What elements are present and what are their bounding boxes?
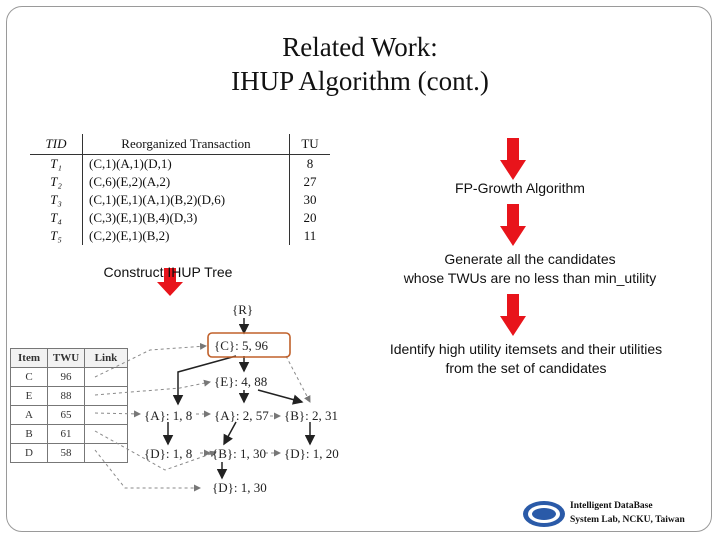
transaction-table	[30, 134, 330, 245]
twu-cell: 61	[48, 425, 85, 444]
tid-header: TID	[30, 134, 83, 155]
lab-credit-line2: System Lab, NCKU, Taiwan	[570, 515, 685, 525]
tree-node-d1: {D}: 1, 8	[144, 446, 193, 461]
tree-node-b1: {B}: 2, 31	[284, 408, 339, 423]
fpgrowth-label: FP-Growth Algorithm	[455, 180, 585, 196]
twu-header: TWU	[48, 349, 85, 368]
item-cell: E	[11, 387, 48, 406]
down-arrow-icon	[500, 138, 526, 180]
generate-label-line2: whose TWUs are no less than min_utility	[403, 270, 657, 286]
item-cell: C	[11, 368, 48, 387]
item-cell: D	[11, 444, 48, 463]
slide-title-line2: IHUP Algorithm (cont.)	[231, 66, 489, 96]
tree-node-e: {E}: 4, 88	[214, 374, 268, 389]
table-row	[30, 209, 330, 227]
tu-cell: 8	[306, 156, 314, 171]
transaction-cell: (C,3)(E,1)(B,4)(D,3)	[83, 209, 290, 227]
twu-cell: 88	[48, 387, 85, 406]
tu-cell: 20	[303, 210, 317, 225]
transaction-cell: (C,6)(E,2)(A,2)	[83, 173, 290, 191]
tu-cell: 30	[303, 192, 317, 207]
table-row	[30, 173, 330, 191]
tree-node-a2: {A}: 2, 57	[214, 408, 269, 423]
tid-cell: T₅	[30, 227, 83, 245]
tid-cell: T₃	[30, 191, 83, 209]
tree-node-c: {C}: 5, 96	[214, 338, 269, 353]
item-cell: A	[11, 406, 48, 425]
construct-tree-label: Construct IHUP Tree	[103, 264, 233, 280]
lab-credit	[570, 499, 685, 527]
twu-cell: 65	[48, 406, 85, 425]
table-row	[30, 227, 330, 245]
transaction-cell: (C,1)(A,1)(D,1)	[83, 155, 290, 174]
identify-label-line1: Identify high utility itemsets and their utilities	[389, 341, 663, 357]
item-cell: B	[11, 425, 48, 444]
tree-node-d2: {D}: 1, 20	[284, 446, 339, 461]
table-row	[30, 155, 330, 174]
down-arrow-icon	[500, 294, 526, 336]
tree-node-root: {R}	[232, 302, 254, 317]
ihup-tree	[0, 290, 360, 500]
transaction-cell: (C,1)(E,1)(A,1)(B,2)(D,6)	[83, 191, 290, 209]
lab-credit-line1: Intelligent DataBase	[570, 501, 653, 511]
transaction-cell: (C,2)(E,1)(B,2)	[83, 227, 290, 245]
transaction-header: Reorganized Transaction	[83, 134, 290, 155]
identify-label-line2: from the set of candidates	[445, 360, 607, 376]
twu-cell: 58	[48, 444, 85, 463]
node-links	[95, 346, 310, 488]
tu-cell: 11	[303, 228, 317, 243]
generate-label-line1: Generate all the candidates	[444, 251, 616, 267]
slide-title-line1: Related Work:	[282, 32, 438, 62]
down-arrow-icon	[500, 204, 526, 246]
link-header: Link	[85, 349, 128, 368]
tree-node-b2: {B}: 1, 30	[212, 446, 267, 461]
tid-cell: T₄	[30, 209, 83, 227]
lab-logo-icon	[522, 500, 566, 528]
tu-header: TU	[290, 134, 331, 155]
tid-cell: T₁	[30, 155, 83, 174]
twu-cell: 96	[48, 368, 85, 387]
tree-node-d3: {D}: 1, 30	[212, 480, 267, 495]
tu-cell: 27	[303, 174, 317, 189]
tree-node-a1: {A}: 1, 8	[144, 408, 193, 423]
tid-cell: T₂	[30, 173, 83, 191]
item-header: Item	[11, 349, 48, 368]
table-row	[30, 191, 330, 209]
